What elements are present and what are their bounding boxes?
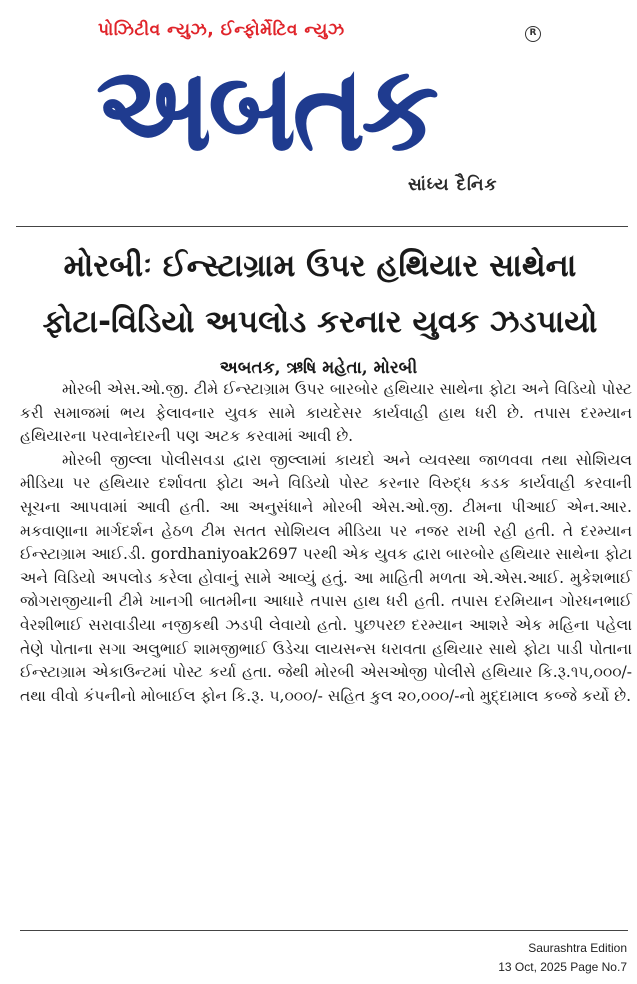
masthead: [0, 0, 637, 210]
masthead-tagline: પોઝિટીવ ન્યુઝ, ઈન્ફોર્મેટિવ ન્યુઝ: [98, 20, 345, 40]
header-divider: [16, 226, 628, 227]
article-byline: અબતક, ઋષિ મહેતા, મોરબી: [219, 358, 418, 378]
article-paragraph: મોરબી એસ.ઓ.જી. ટીમે ઈન્સ્ટાગ્રામ ઉપર બારબોર હથિયાર સાથેના ફોટા અને વિડિયો પોસ્ટ કરી સમાજમાં ભય ફેલાવનાર યુવક સામે કાયદેસર કાર્યવાહી હાથ ધરી છે. તપાસ દરમ્યાન હથિયારના પરવાનેદારની પણ અટક કરવામાં આવી છે.: [20, 380, 632, 446]
edition-type-label: સાંધ્ય દૈનિક: [408, 175, 498, 195]
newspaper-logo: અબતક: [96, 39, 436, 177]
article-paragraph: મોરબી જીલ્લા પોલીસવડા દ્વારા જીલ્લામાં કાયદો અને વ્યવસ્થા જાળવવા તથા સોશિયલ મીડિયા પર હથિયાર દર્શાવતા ફોટા અને વિડિયો પોસ્ટ કરનાર વિરુદ્ધ કડક કાર્યવાહી કરવાની સૂચના આપવામાં આવી હતી. આ અનુસંધાને મોરબી એસ.ઓ.જી. ટીમના પીઆઈ એન.આર. મકવાણાના માર્ગદર્શન હેઠળ ટીમ સતત સોશિયલ મીડિયા પર નજર રાખી રહી હતી. તે દરમ્યાન ઈન્સ્ટાગ્રામ આઈ.ડી. gordhaniyoak2697 પરથી એક યુવક દ્વારા બારબોર હથિયાર સાથેના ફોટા અને વિડિયો અપલોડ કરેલા હોવાનું સામે આવ્યું હતું. આ માહિતી મળતા એ.એસ.આઈ. મુકેશભાઈ જોગરાજીયાની ટીમે ખાનગી બાતમીના આધારે તપાસ હાથ ધરી હતી. તપાસ દરમિયાન ગોરધનભાઈ વેરશીભાઈ સરાવાડીયા નજીકથી ઝડપી લેવાયો હતો. પુછપરછ દરમ્યાન આશરે એક મહિના પહેલા તેણે પોતાના સગા અલુભાઈ શામજીભાઈ ઉડેચા લાયસન્સ ધરાવતા હથિયાર સાથે ફોટા પાડી પોતાના ઈન્સ્ટાગ્રામ એકાઉન્ટમાં પોસ્ટ કર્યા હતા. જેથી મોરબી એસઓજી પોલીસે હથિયાર કિ.રૂ.૧૫,૦૦૦/- તથા વીવો કંપનીનો મોબાઈલ ફોન કિ.રૂ. ૫,૦૦૦/- સહિત કુલ ૨૦,૦૦૦/-નો મુદ્દામાલ કબ્જે કર્યો છે.: [20, 450, 632, 705]
footer-date-page: 13 Oct, 2025 Page No.7: [498, 960, 627, 974]
registered-mark-icon: R: [525, 26, 541, 42]
article-body: [20, 378, 632, 708]
footer-divider: [20, 930, 628, 931]
article-headline: [20, 238, 620, 350]
headline-line-1: મોરબીઃ ઈન્સ્ટાગ્રામ ઉપર હથિયાર સાથેના: [63, 248, 577, 284]
footer-edition: Saurashtra Edition: [528, 941, 627, 955]
headline-line-2: ફોટા-વિડિયો અપલોડ કરનાર યુવક ઝડપાયો: [42, 304, 598, 340]
